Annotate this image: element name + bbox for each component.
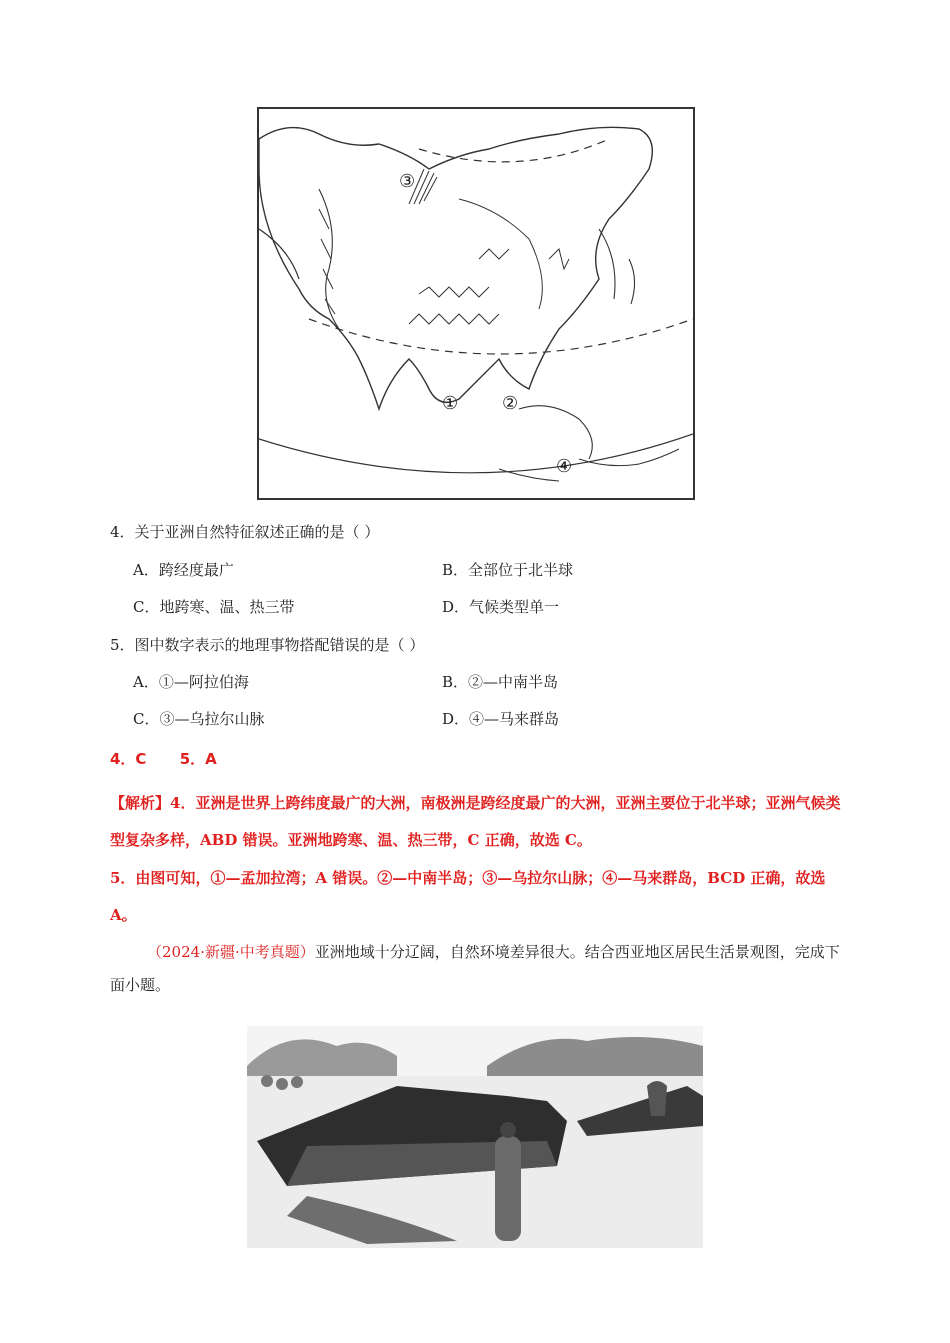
asia-map-drawing <box>259 109 693 498</box>
question-5-stem: 5．图中数字表示的地理事物搭配错误的是（ ） <box>110 636 425 654</box>
tropic-line <box>309 319 693 354</box>
explanation-tag: 【解析】 <box>110 794 171 812</box>
equator-line <box>259 434 693 473</box>
question-source: （2024·新疆·中考真题） <box>147 943 315 961</box>
answer-5: 5．A <box>179 750 217 768</box>
map-label-3: ③ <box>399 171 416 192</box>
west-asia-scene-illustration <box>247 1026 703 1248</box>
mountain-ranges <box>319 169 569 324</box>
explanation-4 <box>110 785 845 859</box>
answer-line <box>110 748 245 769</box>
asia-map <box>257 107 695 500</box>
scene-drawing <box>247 1026 703 1248</box>
answer-4: 4．C <box>110 750 147 768</box>
question-5-option-c: C．③—乌拉尔山脉 <box>133 710 265 728</box>
explanation-5: 5．由图可知，①—孟加拉湾；A 错误。②—中南半岛；③—乌拉尔山脉；④—马来群岛，BCD 正确，故选 A。 <box>110 869 826 924</box>
intro-text: 亚洲地域十分辽阔，自然环境差异很大。结合西亚地区居民生活景观图，完成下面小题。 <box>110 943 840 994</box>
standing-person <box>495 1136 521 1241</box>
question-5-option-b: B．②—中南半岛 <box>442 673 559 691</box>
explanation-4-text: 4．亚洲是世界上跨纬度最广的大洲，南极洲是跨经度最广的大洲，亚洲主要位于北半球；亚洲气候类型复杂多样，ABD 错误。亚洲地跨寒、温、热三带，C 正确，故选 C。 <box>110 794 841 849</box>
map-label-2: ② <box>502 393 519 414</box>
question-4-stem: 4．关于亚洲自然特征叙述正确的是（ ） <box>110 523 380 541</box>
question-5-option-d: D．④—马来群岛 <box>442 710 560 728</box>
question-5-option-a: A．①—阿拉伯海 <box>133 673 249 691</box>
question-4-option-b: B．全部位于北半球 <box>442 561 574 579</box>
question-4-option-d: D．气候类型单一 <box>442 598 560 616</box>
asia-coastline <box>259 127 652 409</box>
map-label-4: ④ <box>556 456 573 477</box>
question-4-option-a: A．跨经度最广 <box>133 561 234 579</box>
question-4-option-c: C．地跨寒、温、热三带 <box>133 598 295 616</box>
intro-paragraph <box>110 936 840 1002</box>
map-label-1: ① <box>442 393 459 414</box>
